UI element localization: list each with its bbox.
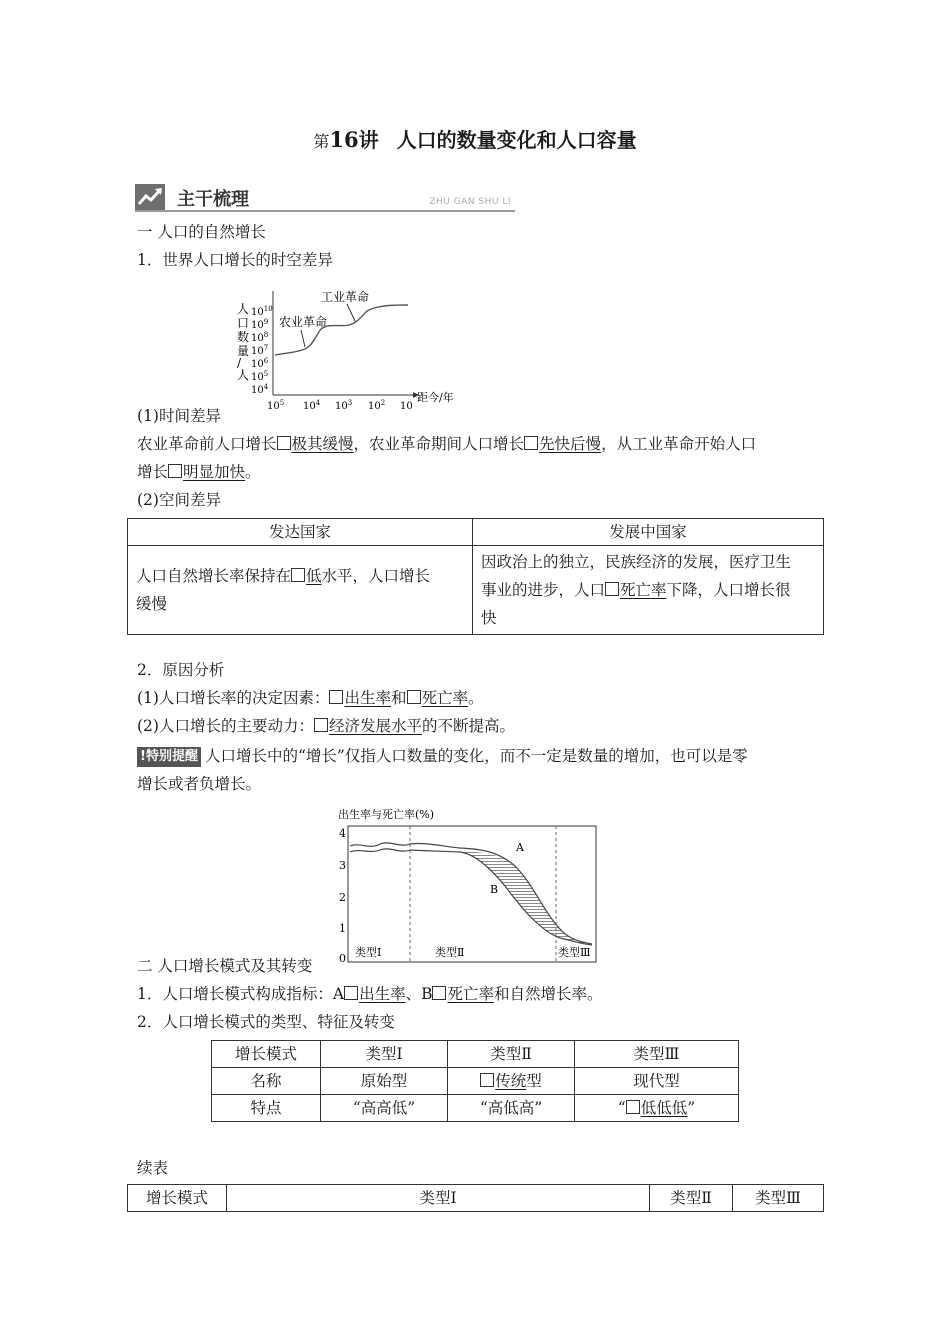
- exclamation-icon: !: [140, 749, 146, 764]
- answer-text: 出生率: [359, 985, 406, 1003]
- table-header: 类型Ⅲ: [575, 1041, 739, 1068]
- chart1-xticks: [267, 399, 413, 412]
- answer-text: 死亡率: [421, 689, 469, 707]
- answer-text: 死亡率: [620, 581, 667, 599]
- table-header: 类型Ⅲ: [733, 1185, 824, 1212]
- table-header: 类型Ⅱ: [650, 1185, 733, 1212]
- chart2-label-a: A: [516, 841, 524, 854]
- chart1-ylabel-c2: 口: [237, 316, 250, 330]
- table-cell: “高低高”: [448, 1095, 575, 1122]
- chart1-agri-pointer: [301, 330, 305, 347]
- answer-box: [432, 986, 446, 1000]
- chart1-ylabel-c1: 人: [237, 302, 250, 316]
- chart1-ytick: $10^9$: [251, 318, 269, 331]
- chart1-ytick: $10^7$: [251, 344, 269, 357]
- row-label-feature: 特点: [212, 1095, 321, 1122]
- answer-box: [407, 690, 421, 704]
- chart1-xtick: $10^2$: [368, 399, 386, 412]
- chart2-ytick: 3: [339, 859, 346, 872]
- answer-box: [524, 436, 538, 450]
- table-header: 发达国家: [128, 519, 473, 546]
- chart2-ylabel: 出生率与死亡率(%): [338, 808, 435, 821]
- population-growth-chart: [225, 283, 465, 413]
- chart2-frame: [348, 826, 596, 962]
- reason2: (2)人口增长的主要动力： 经济发展水平的不断提高。: [137, 717, 515, 735]
- chart2-ytick: 2: [339, 891, 346, 904]
- chart2-yticks: [339, 827, 346, 965]
- section-header: [135, 184, 515, 212]
- table-header: 增长模式: [212, 1041, 321, 1068]
- answer-text: 出生率: [344, 689, 391, 707]
- part2-item1: 1．人口增长模式构成指标：A 出生率、B 死亡率和自然增长率。: [137, 985, 603, 1003]
- chart2-type-label: 类型Ⅱ: [435, 946, 465, 959]
- answer-box: [168, 464, 182, 478]
- chart2-natural-growth-area: [460, 851, 592, 945]
- table-header: 发展中国家: [473, 519, 824, 546]
- chart1-xlabel: 距今/年: [417, 391, 454, 404]
- table-cell: 原始型: [321, 1068, 448, 1095]
- chart1-xtick: 10: [400, 401, 413, 412]
- chart1-xtick: $10^3$: [335, 399, 353, 412]
- tip-line2: 增长或者负增长。: [137, 775, 262, 793]
- reason1: (1)人口增长率的决定因素： 出生率和 死亡率。: [137, 689, 484, 707]
- table-header: 增长模式: [128, 1185, 227, 1212]
- answer-box: [605, 582, 619, 596]
- page-title: 第16讲 人口的数量变化和人口容量: [313, 127, 637, 152]
- chart1-ylabel-c3: 数: [237, 330, 250, 344]
- table-cell: 现代型: [575, 1068, 739, 1095]
- chart1-ytick: $10^6$: [251, 357, 269, 370]
- table-header: 类型Ⅰ: [227, 1185, 650, 1212]
- answer-box: [277, 436, 291, 450]
- part1-heading: 一 人口的自然增长: [137, 223, 266, 241]
- chart1-ylabel-c5: /: [237, 356, 242, 370]
- chart1-ytick: $10^4$: [251, 383, 269, 396]
- chart1-xtick: $10^4$: [303, 399, 321, 412]
- chart1-annotation-ind: 工业革命: [321, 290, 370, 304]
- table-header: 类型Ⅱ: [448, 1041, 575, 1068]
- answer-box: [314, 718, 328, 732]
- answer-box: [291, 568, 305, 582]
- table-cell: 传统型: [448, 1068, 575, 1095]
- chart1-xtick: $10^5$: [267, 399, 285, 412]
- answer-box: [344, 986, 358, 1000]
- answer-text: 死亡率: [447, 985, 494, 1003]
- chart2-type-label: 类型Ⅰ: [355, 946, 382, 959]
- time-diff-heading: (1)时间差异: [137, 407, 221, 425]
- answer-box: [329, 690, 343, 704]
- chart1-ytick: $10^8$: [251, 331, 269, 344]
- chart2-ytick: 4: [339, 827, 346, 840]
- continued-label: 续表: [137, 1159, 169, 1177]
- chart2-label-b: B: [490, 883, 499, 896]
- tip-badge: !特别提醒: [137, 747, 201, 767]
- answer-text: 极其缓慢: [291, 435, 354, 453]
- chart2-type-label: 类型Ⅲ: [558, 946, 591, 959]
- chart2-ytick: 0: [339, 952, 346, 965]
- table-cell: “ 低低低”: [575, 1095, 739, 1122]
- answer-text: 先快后慢: [539, 435, 602, 453]
- growth-mode-table: [211, 1040, 739, 1122]
- answer-text: 低低低: [640, 1099, 688, 1117]
- chart1-yticks: [251, 305, 273, 396]
- answer-text: 低: [306, 567, 322, 585]
- answer-text: 传统: [495, 1072, 527, 1090]
- part2-heading: 二 人口增长模式及其转变: [137, 957, 313, 975]
- answer-box: [626, 1100, 640, 1114]
- chart1-ytick: $10^{10}$: [251, 305, 273, 318]
- chart1-ylabel-c6: 人: [237, 368, 250, 382]
- tip-line1: !特别提醒 人口增长中的“增长”仅指人口数量的变化，而不一定是数量的增加，也可以是零: [137, 746, 748, 767]
- birth-death-rate-chart: [330, 806, 605, 966]
- chart1-population-curve: [275, 305, 408, 355]
- space-diff-table: [127, 518, 824, 635]
- table-cell: “高高低”: [321, 1095, 448, 1122]
- part1-item2: 2．原因分析: [137, 661, 225, 679]
- growth-mode-table-continued: [127, 1184, 824, 1212]
- chart2-type-labels: [355, 945, 591, 959]
- section-label: 主干梳理: [177, 189, 249, 210]
- developed-cell: 人口自然增长率保持在 低水平，人口增长 缓慢: [128, 546, 473, 635]
- part1-item1: 1．世界人口增长的时空差异: [137, 251, 333, 269]
- chart1-ind-pointer: [347, 304, 355, 321]
- row-label-name: 名称: [212, 1068, 321, 1095]
- time-diff-line2: 增长 明显加快。: [137, 463, 261, 481]
- section-pinyin: ZHU GAN SHU LI: [429, 197, 511, 207]
- trend-chart-icon: [135, 184, 165, 210]
- answer-text: 经济发展水平: [328, 717, 422, 735]
- answer-box: [480, 1073, 494, 1087]
- chart1-annotation-agri: 农业革命: [279, 315, 328, 329]
- part2-item2: 2．人口增长模式的类型、特征及转变: [137, 1013, 395, 1031]
- developing-cell: 因政治上的独立，民族经济的发展，医疗卫生 事业的进步，人口 死亡率下降，人口增长很 快: [473, 546, 824, 635]
- chart1-ylabel-c4: 量: [237, 344, 250, 358]
- table-header: 类型Ⅰ: [321, 1041, 448, 1068]
- chart1-ytick: $10^5$: [251, 370, 269, 383]
- time-diff-line1: 农业革命前人口增长 极其缓慢，农业革命期间人口增长 先快后慢，从工业革命开始人口: [137, 435, 757, 453]
- section-underline: [135, 210, 515, 212]
- chart2-ytick: 1: [339, 922, 346, 935]
- space-diff-heading: (2)空间差异: [137, 491, 221, 509]
- answer-text: 明显加快: [183, 463, 246, 481]
